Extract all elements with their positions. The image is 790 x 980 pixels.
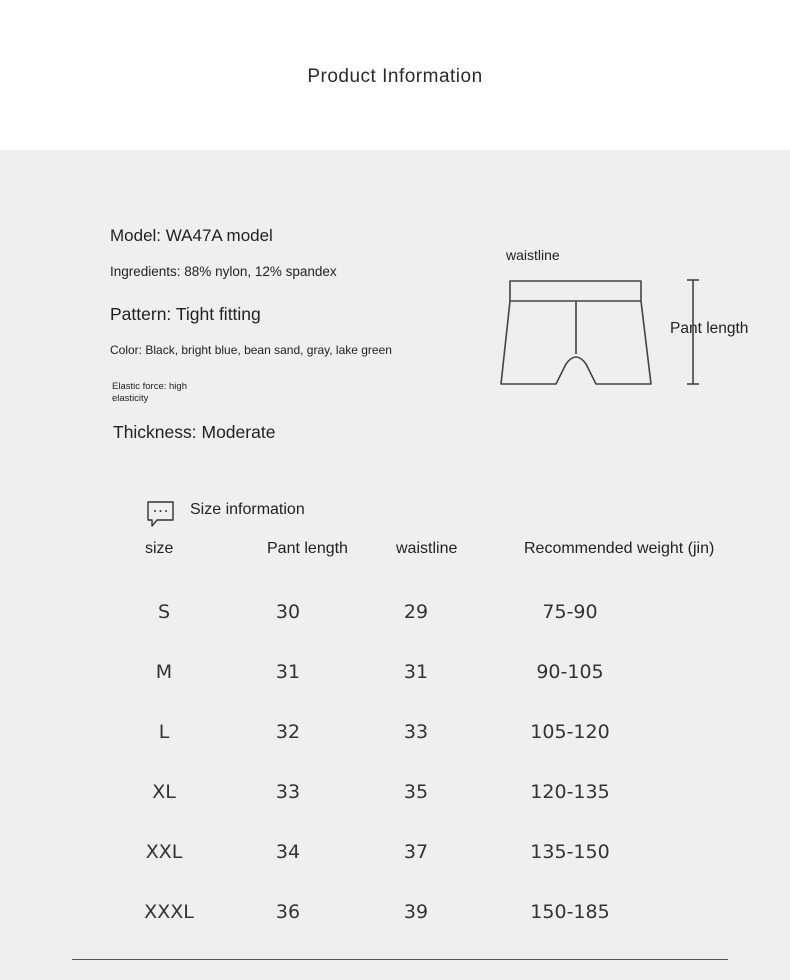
table-cell-size: XL <box>152 781 176 803</box>
table-cell-weight: 120-135 <box>530 781 610 803</box>
table-cell-waistline: 35 <box>403 781 429 803</box>
table-cell-weight: 75-90 <box>542 601 598 623</box>
table-cell-weight: 135-150 <box>530 841 610 863</box>
table-cell-pant-length: 34 <box>275 841 301 863</box>
diagram-length-label: Pant length <box>670 320 749 337</box>
col-header-waistline: waistline <box>396 540 458 557</box>
page-title: Product Information <box>307 66 483 87</box>
spec-color: Color: Black, bright blue, bean sand, gray, lake green <box>110 343 392 357</box>
header <box>0 0 790 150</box>
table-cell-pant-length: 31 <box>275 661 301 683</box>
table-cell-waistline: 29 <box>403 601 429 623</box>
spec-elastic: Elastic force: high elasticity <box>112 381 187 404</box>
table-cell-pant-length: 36 <box>275 901 301 923</box>
table-cell-waistline: 31 <box>403 661 429 683</box>
table-cell-waistline: 33 <box>403 721 429 743</box>
spec-thickness: Thickness: Moderate <box>113 422 276 442</box>
col-header-size: size <box>145 540 174 557</box>
table-cell-size: M <box>155 661 173 683</box>
spec-model: Model: WA47A model <box>110 226 273 245</box>
table-cell-size: S <box>157 601 171 623</box>
table-cell-weight: 105-120 <box>530 721 610 743</box>
table-cell-pant-length: 30 <box>275 601 301 623</box>
chat-bubble-icon <box>146 500 176 528</box>
size-info-title: Size information <box>190 501 305 518</box>
table-cell-pant-length: 32 <box>275 721 301 743</box>
col-header-pant-length: Pant length <box>267 540 348 557</box>
spec-ingredients: Ingredients: 88% nylon, 12% spandex <box>110 264 337 279</box>
table-cell-weight: 150-185 <box>530 901 610 923</box>
table-cell-size: XXL <box>145 841 183 863</box>
col-header-weight: Recommended weight (jin) <box>524 540 715 557</box>
table-cell-size: XXXL <box>144 901 194 923</box>
table-cell-waistline: 37 <box>403 841 429 863</box>
shorts-diagram-icon <box>490 240 780 400</box>
bottom-divider <box>72 959 728 960</box>
table-cell-pant-length: 33 <box>275 781 301 803</box>
diagram-waist-label: waistline <box>506 247 560 263</box>
table-cell-weight: 90-105 <box>536 661 604 683</box>
table-cell-waistline: 39 <box>403 901 429 923</box>
spec-pattern: Pattern: Tight fitting <box>110 304 261 324</box>
table-cell-size: L <box>158 721 170 743</box>
